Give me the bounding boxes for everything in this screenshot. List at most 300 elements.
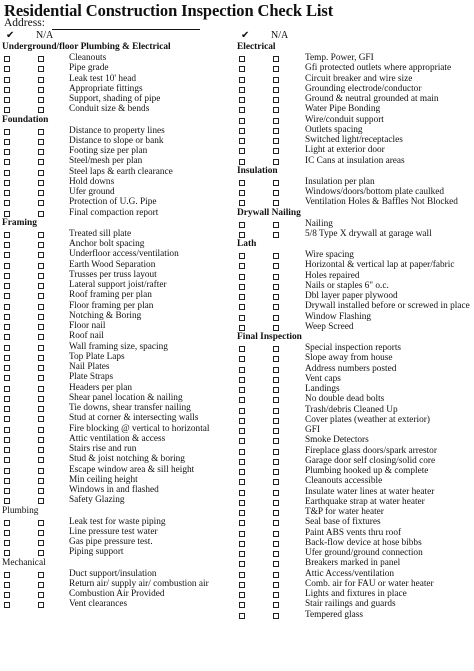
approved-checkbox[interactable]: [4, 159, 10, 165]
approved-checkbox[interactable]: [4, 314, 10, 320]
checklist-item-label: No double dead bolts: [305, 394, 385, 405]
checklist-item-label: Garage door self closing/solid core: [305, 455, 436, 466]
column-header: [2, 30, 234, 42]
checklist-item: [2, 301, 234, 311]
approved-checkbox[interactable]: [4, 77, 10, 83]
na-checkbox[interactable]: [273, 459, 279, 465]
na-checkbox[interactable]: [273, 397, 279, 403]
approved-checkbox[interactable]: [4, 437, 10, 443]
approved-checkbox[interactable]: [239, 408, 245, 414]
approved-checkbox[interactable]: [239, 510, 245, 516]
checklist-item: [237, 156, 474, 166]
approved-checkbox[interactable]: [239, 66, 245, 72]
approved-checkbox[interactable]: [4, 293, 10, 299]
na-checkbox[interactable]: [273, 118, 279, 124]
approved-checkbox[interactable]: [4, 56, 10, 62]
checklist-item-label: Plate Straps: [69, 372, 114, 383]
approved-checkbox[interactable]: [239, 222, 245, 228]
approved-checkbox[interactable]: [4, 252, 10, 258]
na-checkbox[interactable]: [273, 159, 279, 165]
approved-checkbox[interactable]: [4, 324, 10, 330]
checklist-item-label: Stair railings and guards: [305, 599, 396, 610]
na-checkbox[interactable]: [38, 56, 44, 62]
approved-checkbox[interactable]: [239, 87, 245, 93]
approved-checkbox[interactable]: [239, 377, 245, 383]
approved-checkbox[interactable]: [239, 138, 245, 144]
approved-checkbox[interactable]: [239, 531, 245, 537]
checklist-item: [237, 384, 474, 394]
na-checkbox[interactable]: [273, 367, 279, 373]
checklist-item: [237, 487, 474, 497]
checklist-item-label: Water Pipe Bonding: [305, 104, 381, 115]
checklist-item: [237, 569, 474, 579]
checklist-item: [2, 342, 234, 352]
na-checkbox[interactable]: [273, 613, 279, 619]
checklist-item: [237, 415, 474, 425]
approved-checkbox[interactable]: [239, 602, 245, 608]
na-checkbox[interactable]: [273, 582, 279, 588]
approved-checkbox[interactable]: [239, 263, 245, 269]
approved-checkbox[interactable]: [239, 304, 245, 310]
approved-checkbox[interactable]: [4, 87, 10, 93]
na-checkbox[interactable]: [273, 315, 279, 321]
checklist-item: [237, 548, 474, 558]
na-checkbox[interactable]: [273, 128, 279, 134]
na-checkbox[interactable]: [273, 479, 279, 485]
na-checkbox[interactable]: [38, 97, 44, 103]
approved-checkbox[interactable]: [4, 396, 10, 402]
na-checkbox[interactable]: [38, 447, 44, 453]
approved-checkbox[interactable]: [239, 159, 245, 165]
checklist-item-label: Trusses per truss layout: [69, 269, 157, 280]
na-checkbox[interactable]: [273, 418, 279, 424]
checklist-item-label: Steel laps & earth clearance: [69, 166, 173, 177]
approved-checkbox[interactable]: [4, 530, 10, 536]
approved-checkbox[interactable]: [4, 66, 10, 72]
approved-checkbox[interactable]: [239, 438, 245, 444]
na-checkbox[interactable]: [273, 180, 279, 186]
checklist-item-label: Attic Access/ventilation: [305, 568, 395, 579]
na-checkbox[interactable]: [273, 232, 279, 238]
approved-checkbox[interactable]: [4, 550, 10, 556]
na-checkbox[interactable]: [273, 325, 279, 331]
checklist-item: [237, 94, 474, 104]
checklist-item-label: Weep Screed: [305, 321, 354, 332]
na-checkbox[interactable]: [273, 56, 279, 62]
approved-checkbox[interactable]: [4, 273, 10, 279]
checklist-item-label: Plumbing hooked up & complete: [305, 466, 429, 476]
na-checkbox[interactable]: [273, 346, 279, 352]
na-checkbox[interactable]: [38, 139, 44, 145]
checklist-item-label: Combustion Air Provided: [69, 589, 165, 599]
checklist-item: [2, 197, 234, 207]
na-checkbox[interactable]: [38, 252, 44, 258]
na-checkbox[interactable]: [38, 211, 44, 217]
na-checkbox[interactable]: [273, 500, 279, 506]
na-checkbox[interactable]: [273, 148, 279, 154]
na-checkbox[interactable]: [38, 129, 44, 135]
na-checkbox[interactable]: [273, 408, 279, 414]
check-mark-icon: ✔: [241, 30, 250, 41]
approved-checkbox[interactable]: [239, 592, 245, 598]
approved-checkbox[interactable]: [239, 490, 245, 496]
na-checkbox[interactable]: [273, 304, 279, 310]
na-checkbox[interactable]: [273, 428, 279, 434]
approved-checkbox[interactable]: [4, 149, 10, 155]
checklist-item: [2, 352, 234, 362]
approved-checkbox[interactable]: [4, 457, 10, 463]
checklist-item-label: Distance to property lines: [69, 125, 165, 136]
checklist-item: [2, 146, 234, 156]
approved-checkbox[interactable]: [239, 294, 245, 300]
checklist-item: [237, 271, 474, 281]
na-checkbox[interactable]: [38, 365, 44, 371]
na-checkbox[interactable]: [38, 457, 44, 463]
na-checkbox[interactable]: [38, 190, 44, 196]
na-checkbox[interactable]: [38, 304, 44, 310]
na-checkbox[interactable]: [273, 138, 279, 144]
approved-checkbox[interactable]: [4, 334, 10, 340]
na-checkbox[interactable]: [273, 520, 279, 526]
checklist-item-label: Address numbers posted: [305, 363, 397, 374]
checklist-item: [2, 393, 234, 403]
na-checkbox[interactable]: [38, 520, 44, 526]
na-checkbox[interactable]: [38, 478, 44, 484]
na-checkbox[interactable]: [38, 180, 44, 186]
approved-checkbox[interactable]: [239, 346, 245, 352]
checklist-item: [2, 270, 234, 280]
na-checkbox[interactable]: [273, 561, 279, 567]
checklist-item-label: T&P for water heater: [305, 507, 384, 517]
approved-checkbox[interactable]: [4, 540, 10, 546]
approved-checkbox[interactable]: [239, 315, 245, 321]
approved-checkbox[interactable]: [4, 602, 10, 608]
approved-checkbox[interactable]: [239, 387, 245, 393]
checklist-item-label: Smoke Detectors: [305, 435, 369, 446]
approved-checkbox[interactable]: [239, 274, 245, 280]
na-checkbox[interactable]: [38, 314, 44, 320]
checklist-item-label: Final compaction report: [69, 207, 159, 218]
approved-checkbox[interactable]: [4, 170, 10, 176]
checklist-item-label: Tie downs, shear transfer nailing: [69, 403, 191, 413]
approved-checkbox[interactable]: [239, 148, 245, 154]
checklist-item: [2, 167, 234, 177]
approved-checkbox[interactable]: [4, 582, 10, 588]
approved-checkbox[interactable]: [239, 397, 245, 403]
checklist-item: [2, 413, 234, 423]
na-checkbox[interactable]: [273, 602, 279, 608]
na-checkbox[interactable]: [38, 355, 44, 361]
na-checkbox[interactable]: [38, 149, 44, 155]
approved-checkbox[interactable]: [239, 180, 245, 186]
na-checkbox[interactable]: [38, 582, 44, 588]
approved-checkbox[interactable]: [4, 498, 10, 504]
na-checkbox[interactable]: [273, 274, 279, 280]
approved-checkbox[interactable]: [4, 283, 10, 289]
approved-checkbox[interactable]: [239, 469, 245, 475]
checklist-item: [237, 425, 474, 435]
na-checkbox[interactable]: [38, 396, 44, 402]
checklist-item: [2, 321, 234, 331]
checklist-item-label: Leak test 10' head: [69, 73, 136, 84]
left-column: [2, 30, 234, 610]
approved-checkbox[interactable]: [239, 107, 245, 113]
checklist-item-label: Fire blocking @ vertical to horizontal: [69, 423, 210, 434]
approved-checkbox[interactable]: [4, 365, 10, 371]
checklist-item-label: Nails or staples 6" o.c.: [305, 280, 389, 291]
na-checkbox[interactable]: [273, 97, 279, 103]
na-checkbox[interactable]: [38, 242, 44, 248]
approved-checkbox[interactable]: [4, 97, 10, 103]
checklist-item-label: Floor nail: [69, 321, 106, 331]
na-checkbox[interactable]: [273, 222, 279, 228]
checklist-item: [237, 374, 474, 384]
approved-checkbox[interactable]: [4, 478, 10, 484]
na-checkbox[interactable]: [273, 294, 279, 300]
checklist-item: [237, 63, 474, 73]
checklist-item-label: 5/8 Type X drywall at garage wall: [305, 228, 432, 239]
approved-checkbox[interactable]: [239, 449, 245, 455]
na-checkbox[interactable]: [38, 375, 44, 381]
approved-checkbox[interactable]: [4, 139, 10, 145]
na-checkbox[interactable]: [38, 437, 44, 443]
na-checkbox[interactable]: [38, 283, 44, 289]
approved-checkbox[interactable]: [239, 253, 245, 259]
approved-checkbox[interactable]: [4, 375, 10, 381]
page-title: Residential Construction Inspection Check List: [4, 1, 334, 20]
approved-checkbox[interactable]: [239, 232, 245, 238]
na-checkbox[interactable]: [273, 510, 279, 516]
approved-checkbox[interactable]: [239, 77, 245, 83]
checklist-item: [237, 84, 474, 94]
approved-checkbox[interactable]: [239, 128, 245, 134]
approved-checkbox[interactable]: [239, 284, 245, 290]
address-label: Address:: [4, 17, 45, 29]
checklist-item: [237, 456, 474, 466]
na-checkbox[interactable]: [273, 469, 279, 475]
approved-checkbox[interactable]: [4, 211, 10, 217]
approved-checkbox[interactable]: [4, 107, 10, 113]
approved-checkbox[interactable]: [239, 428, 245, 434]
na-heading: N/A: [271, 30, 289, 41]
approved-checkbox[interactable]: [239, 200, 245, 206]
approved-checkbox[interactable]: [239, 356, 245, 362]
approved-checkbox[interactable]: [239, 56, 245, 62]
checklist-item-label: Roof framing per plan: [69, 290, 152, 301]
na-checkbox[interactable]: [38, 107, 44, 113]
checklist-item: [2, 444, 234, 454]
na-checkbox[interactable]: [38, 468, 44, 474]
checklist-item-label: Hold downs: [69, 176, 115, 187]
checklist-item: [237, 394, 474, 404]
na-checkbox[interactable]: [38, 498, 44, 504]
na-checkbox[interactable]: [38, 293, 44, 299]
checklist-item: [2, 260, 234, 270]
na-checkbox[interactable]: [273, 284, 279, 290]
checklist-item-label: Cover plates (weather at exterior): [305, 414, 430, 425]
approved-checkbox[interactable]: [4, 263, 10, 269]
checklist-item: [237, 538, 474, 548]
checklist-item: [2, 537, 234, 547]
na-checkbox[interactable]: [273, 449, 279, 455]
na-checkbox[interactable]: [38, 273, 44, 279]
checklist-item-label: Appropriate fittings: [69, 83, 143, 94]
checklist-item-label: Escape window area & sill height: [69, 464, 195, 475]
na-checkbox[interactable]: [38, 427, 44, 433]
approved-checkbox[interactable]: [4, 200, 10, 206]
na-checkbox[interactable]: [273, 572, 279, 578]
na-checkbox[interactable]: [273, 531, 279, 537]
approved-checkbox[interactable]: [4, 592, 10, 598]
approved-checkbox[interactable]: [239, 367, 245, 373]
checklist-item: [237, 219, 474, 229]
approved-checkbox[interactable]: [239, 561, 245, 567]
checklist-item: [237, 197, 474, 207]
checklist-item: [2, 53, 234, 63]
checklist-item: [237, 610, 474, 620]
na-checkbox[interactable]: [273, 200, 279, 206]
check-mark-icon: ✔: [6, 30, 15, 41]
checklist-item-label: Landings: [305, 384, 340, 394]
checklist-item: [237, 476, 474, 486]
section-heading: Foundation: [2, 114, 49, 125]
na-checkbox[interactable]: [38, 345, 44, 351]
checklist-item: [237, 435, 474, 445]
na-checkbox[interactable]: [273, 66, 279, 72]
na-checkbox[interactable]: [273, 592, 279, 598]
approved-checkbox[interactable]: [4, 242, 10, 248]
approved-checkbox[interactable]: [4, 468, 10, 474]
approved-checkbox[interactable]: [4, 180, 10, 186]
checklist-item-label: Drywall installed before or screwed in place: [305, 301, 470, 312]
na-checkbox[interactable]: [273, 438, 279, 444]
approved-checkbox[interactable]: [4, 129, 10, 135]
approved-checkbox[interactable]: [239, 479, 245, 485]
na-checkbox[interactable]: [38, 386, 44, 392]
na-checkbox[interactable]: [38, 232, 44, 238]
checklist-item-label: Comb. air for FAU or water heater: [305, 578, 434, 589]
approved-checkbox[interactable]: [239, 613, 245, 619]
approved-checkbox[interactable]: [4, 355, 10, 361]
na-checkbox[interactable]: [38, 77, 44, 83]
na-checkbox[interactable]: [38, 416, 44, 422]
section-heading: Mechanical: [2, 557, 46, 568]
checklist-item-label: Temp. Power, GFI: [305, 53, 374, 63]
checklist-item: [237, 517, 474, 527]
na-checkbox[interactable]: [273, 490, 279, 496]
checklist-item: [237, 74, 474, 84]
checklist-item: [2, 475, 234, 485]
na-checkbox[interactable]: [38, 200, 44, 206]
na-checkbox[interactable]: [38, 159, 44, 165]
checklist-item-label: Windows/doors/bottom plate caulked: [305, 187, 445, 197]
checklist-item: [237, 322, 474, 332]
approved-checkbox[interactable]: [4, 520, 10, 526]
checklist-item: [237, 353, 474, 363]
na-checkbox[interactable]: [273, 77, 279, 83]
na-checkbox[interactable]: [273, 356, 279, 362]
na-checkbox[interactable]: [38, 406, 44, 412]
na-checkbox[interactable]: [38, 550, 44, 556]
na-checkbox[interactable]: [38, 263, 44, 269]
approved-checkbox[interactable]: [4, 427, 10, 433]
na-checkbox[interactable]: [38, 540, 44, 546]
approved-checkbox[interactable]: [4, 572, 10, 578]
na-checkbox[interactable]: [38, 66, 44, 72]
checklist-item: [237, 260, 474, 270]
checklist-item: [237, 250, 474, 260]
approved-checkbox[interactable]: [4, 386, 10, 392]
na-checkbox[interactable]: [38, 572, 44, 578]
approved-checkbox[interactable]: [239, 572, 245, 578]
checklist-item: [2, 239, 234, 249]
approved-checkbox[interactable]: [239, 551, 245, 557]
right-sections: [237, 42, 474, 620]
approved-checkbox[interactable]: [239, 541, 245, 547]
na-checkbox[interactable]: [273, 541, 279, 547]
na-checkbox[interactable]: [38, 488, 44, 494]
approved-checkbox[interactable]: [239, 325, 245, 331]
checklist-item-label: Dbl layer paper plywood: [305, 291, 398, 301]
approved-checkbox[interactable]: [4, 345, 10, 351]
approved-checkbox[interactable]: [4, 304, 10, 310]
checklist-item-label: Ventilation Holes & Baffles Not Blocked: [305, 197, 458, 208]
checklist-item-label: Conduit size & bends: [69, 104, 150, 115]
na-checkbox[interactable]: [38, 530, 44, 536]
approved-checkbox[interactable]: [239, 459, 245, 465]
checklist-item-label: Ground & neutral grounded at main: [305, 94, 439, 104]
na-checkbox[interactable]: [38, 324, 44, 330]
na-checkbox[interactable]: [38, 334, 44, 340]
na-checkbox[interactable]: [38, 602, 44, 608]
checklist-item: [237, 145, 474, 155]
na-checkbox[interactable]: [273, 190, 279, 196]
checklist-item-label: Wall framing size, spacing: [69, 341, 168, 352]
na-checkbox[interactable]: [38, 87, 44, 93]
checklist-item-label: Cleanouts accessible: [305, 476, 383, 487]
checklist-item-label: Attic ventilation & access: [69, 433, 166, 444]
approved-checkbox[interactable]: [4, 416, 10, 422]
checklist-item-label: Window Flashing: [305, 311, 371, 322]
approved-checkbox[interactable]: [239, 97, 245, 103]
approved-checkbox[interactable]: [239, 582, 245, 588]
approved-checkbox[interactable]: [4, 488, 10, 494]
na-checkbox[interactable]: [273, 387, 279, 393]
approved-checkbox[interactable]: [239, 500, 245, 506]
na-checkbox[interactable]: [273, 551, 279, 557]
approved-checkbox[interactable]: [4, 406, 10, 412]
checklist-item: [2, 208, 234, 218]
na-checkbox[interactable]: [273, 253, 279, 259]
na-checkbox[interactable]: [273, 377, 279, 383]
approved-checkbox[interactable]: [239, 190, 245, 196]
na-checkbox[interactable]: [273, 263, 279, 269]
approved-checkbox[interactable]: [239, 520, 245, 526]
approved-checkbox[interactable]: [239, 418, 245, 424]
checklist-item-label: Support, shading of pipe: [69, 94, 161, 104]
checklist-item-label: Outlets spacing: [305, 124, 363, 135]
checklist-item-label: GFI: [305, 425, 320, 435]
na-checkbox[interactable]: [38, 592, 44, 598]
approved-checkbox[interactable]: [4, 232, 10, 238]
na-checkbox[interactable]: [38, 170, 44, 176]
approved-checkbox[interactable]: [239, 118, 245, 124]
approved-checkbox[interactable]: [4, 190, 10, 196]
na-checkbox[interactable]: [273, 87, 279, 93]
checklist-item-label: Lateral support joist/rafter: [69, 280, 167, 290]
approved-checkbox[interactable]: [4, 447, 10, 453]
na-checkbox[interactable]: [273, 107, 279, 113]
